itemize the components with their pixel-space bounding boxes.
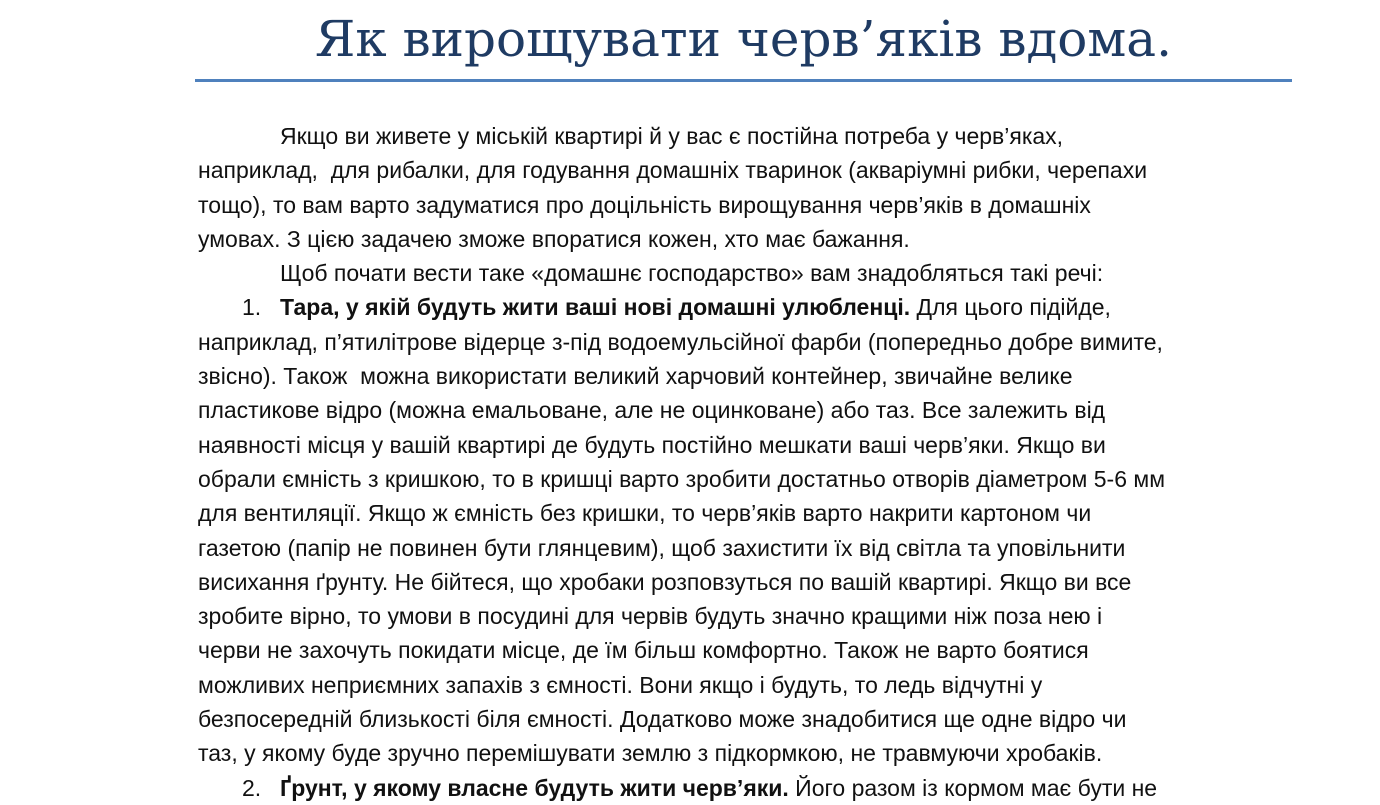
list-item-line: пластикове відро (можна емальоване, але не оцинковане) або таз. Все залежить від: [198, 397, 1106, 424]
list-number: 1.: [242, 294, 262, 321]
list-item-line: безпосередній близькості біля ємності. Додатково може знадобитися ще одне відро чи: [198, 706, 1127, 733]
list-item-line: наявності місця у вашій квартирі де будуть постійно мешкати ваші черв’яки. Якщо ви: [198, 431, 1106, 458]
list-item-2-first-line: [198, 771, 1298, 805]
list-item-line: таз, у якому буде зручно перемішувати землю з підкормкою, не травмуючи хробаків.: [198, 740, 1103, 767]
list-number: 2.: [242, 774, 262, 801]
document-body: [198, 119, 1298, 805]
paragraph-line: Якщо ви живете у міській квартирі й у вас є постійна потреба у черв’яках,: [280, 123, 1064, 149]
list-item-line: обрали ємність з кришкою, то в кришці варто зробити достатньо отворів діаметром 5-6 мм: [198, 465, 1166, 492]
list-item-line: для вентиляції. Якщо ж ємність без кришки, то черв’яків варто накрити картоном чи: [198, 500, 1092, 527]
list-item-line: газетою (папір не повинен бути глянцевим), щоб захистити їх від світла та уповільнити: [198, 534, 1126, 561]
document-title: Як вирощувати черв’яків вдома.: [314, 10, 1172, 68]
lead-in-line: Щоб почати вести таке «домашнє господарство» вам знадобляться такі речі:: [280, 260, 1104, 287]
list-item-line: висихання ґрунту. Не бійтеся, що хробаки розповзуться по вашій квартирі. Якщо ви все: [198, 568, 1132, 595]
paragraph-line: умовах. З цією задачею зможе впоратися кожен, хто має бажання.: [198, 225, 910, 252]
title-underline: [195, 79, 1292, 82]
list-item-line: наприклад, п’ятилітрове відерце з-під водоемульсійної фарби (попередньо добре вимите,: [198, 328, 1163, 355]
list-item-line: звісно). Також можна використати великий харчовий контейнер, звичайне велике: [198, 363, 1073, 390]
paragraph-line: наприклад, для рибалки, для годування домашніх тваринок (акваріумні рибки, черепахи: [198, 157, 1148, 184]
list-item-heading: Ґрунт, у якому власне будуть жити черв’яки.: [280, 774, 789, 801]
paragraph-line: тощо), то вам варто задуматися про доцільність вирощування черв’яків в домашніх: [198, 191, 1091, 218]
list-item-text: Його разом із кормом має бути не: [788, 774, 1158, 801]
list-item-line: черви не захочуть покидати місце, де їм більш комфортно. Також не варто боятися: [198, 637, 1089, 664]
list-item-text: Для цього підійде,: [910, 294, 1111, 321]
list-item-heading: Тара, у якій будуть жити ваші нові домашні улюбленці.: [280, 294, 911, 321]
list-item-1-first-line: [198, 290, 1298, 324]
list-item-line: можливих неприємних запахів з ємності. Вони якщо і будуть, то ледь відчутні у: [198, 671, 1043, 698]
list-item-line: зробите вірно, то умови в посудині для червів будуть значно кращими ніж поза нею і: [198, 603, 1103, 630]
